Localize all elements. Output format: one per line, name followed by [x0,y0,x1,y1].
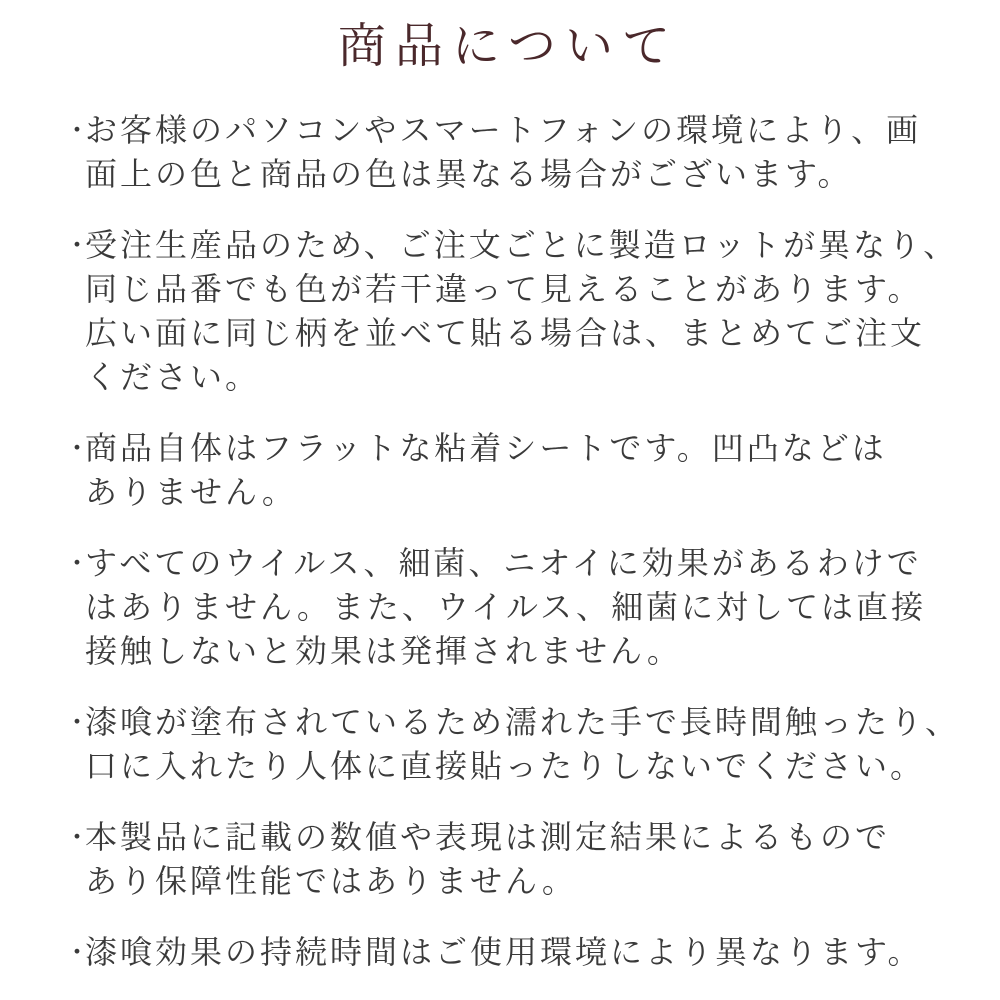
list-item [64,700,961,788]
list-item [64,223,959,399]
bullet-marker: ・ [64,432,94,463]
list-item [64,108,944,196]
notice-line: ありません。 [85,473,297,510]
notice-list [64,108,961,974]
notice-line: 同じ品番でも色が若干違って見えることがあります。 [85,270,923,307]
notice-line: あり保障性能ではありません。 [85,862,577,899]
notice-line: 商品自体はフラットな粘着シートです。凹凸などは [85,429,887,466]
notice-line: すべてのウイルス、細菌、ニオイに効果があるわけで [85,544,922,581]
list-item [64,930,944,974]
notice-line: 口に入れたり人体に直接貼ったりしないでください。 [85,747,926,784]
bullet-marker: ・ [64,821,94,852]
list-item [64,541,944,673]
notice-line: 漆喰効果の持続時間はご使用環境により異なります。 [85,933,923,970]
list-item [64,426,944,514]
notice-line: ください。 [85,358,261,395]
notice-text [85,815,944,903]
notice-line: 受注生産品のため、ご注文ごとに製造ロットが異なり、 [85,226,959,263]
notice-text [85,700,961,788]
notice-line: 漆喰が塗布されているため濡れた手で長時間触ったり、 [85,703,961,740]
notice-line: はありません。また、ウイルス、細菌に対しては直接 [85,588,926,625]
bullet-marker: ・ [64,547,94,578]
notice-text [85,541,944,673]
notice-text [85,426,944,514]
bullet-marker: ・ [64,114,94,145]
notice-line: 面上の色と商品の色は異なる場合がございます。 [85,155,853,192]
page-title: 商品について [337,20,680,73]
notice-text [85,223,959,399]
notice-text [85,108,944,196]
notice-text [85,930,944,974]
bullet-marker: ・ [64,229,94,260]
notice-line: 広い面に同じ柄を並べて貼る場合は、まとめてご注文 [85,314,926,351]
notice-line: 接触しないと効果は発揮されません。 [85,632,682,669]
notice-line: 本製品に記載の数値や表現は測定結果によるもので [85,818,891,855]
list-item [64,815,944,903]
bullet-marker: ・ [64,706,94,737]
bullet-marker: ・ [64,936,94,967]
notice-line: お客様のパソコンやスマートフォンの環境により、画 [85,111,922,148]
